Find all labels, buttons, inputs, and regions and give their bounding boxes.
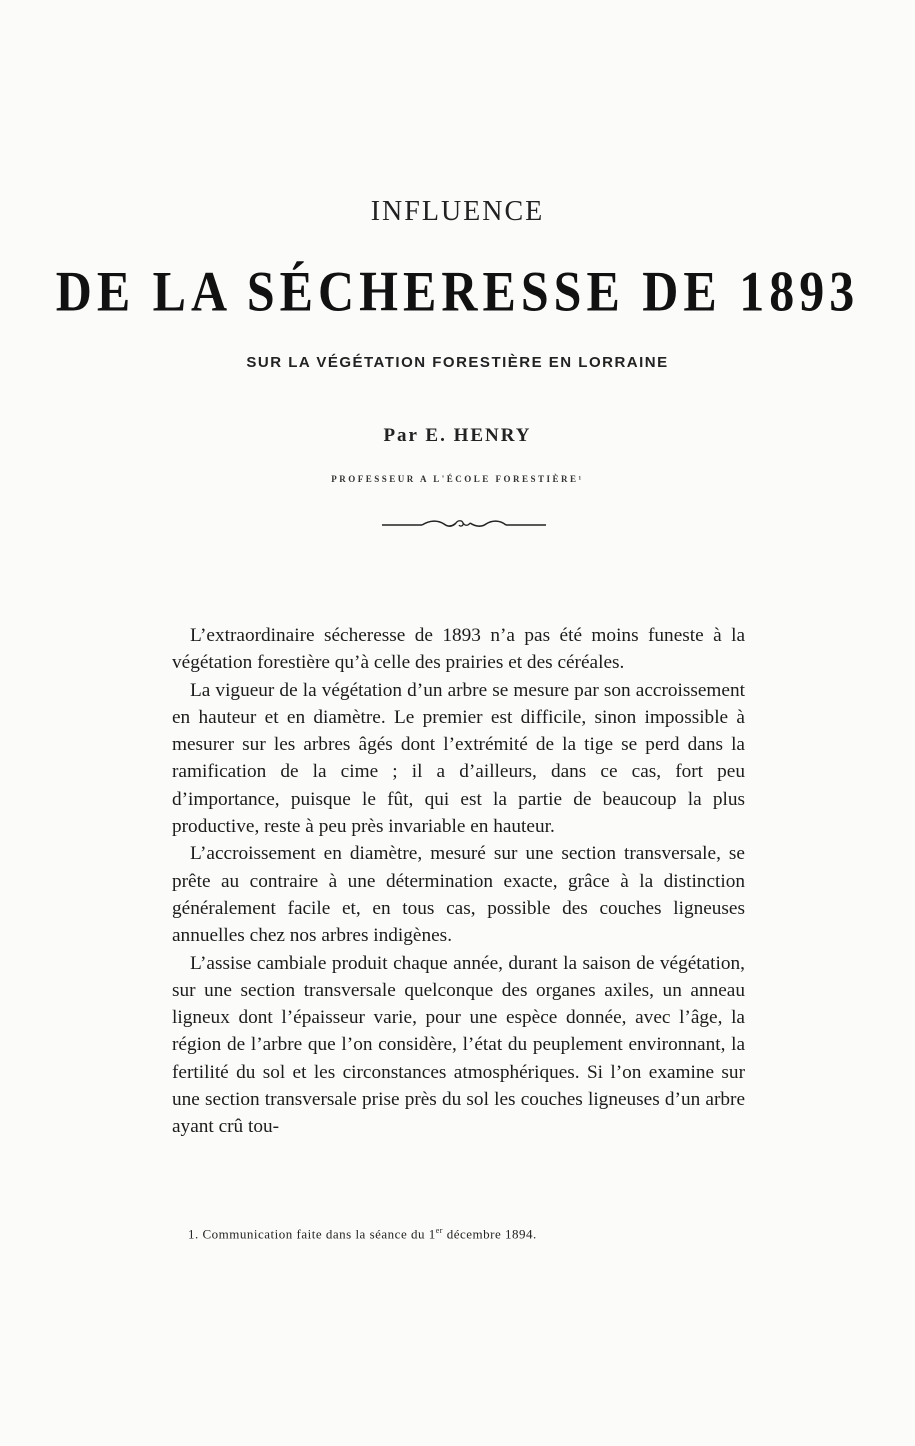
paragraph-4: L’assise cambiale produit chaque année, durant la saison de végétation, sur une section transversale quelconque des organes axiles, un anneau ligneux dont l’épaisseur varie, pour une espèce donnée, avec l’âge, la région de l’arbre que l’on considère, l’état du peuplement environnant, la fertilité du sol et les circonstances atmosphériques. Si l’on examine sur une section transversale prise près du sol les couches ligneuses d’un arbre ayant crû tou-: [172, 952, 745, 1138]
article-body: [172, 622, 745, 1141]
footnote-text-end: décembre 1894.: [442, 1226, 537, 1242]
footnote-superscript: er: [435, 1226, 443, 1235]
author-line: Par E. HENRY: [383, 425, 532, 446]
paragraph-3: L’accroissement en diamètre, mesuré sur une section transversale, se prête au contraire à une détermination exacte, grâce à la distinction généralement facile et, en tous cas, possible des couches ligneuses annuelles chez nos arbres indigènes.: [172, 843, 745, 947]
footnote: [188, 1226, 537, 1242]
main-title: DE LA SÉCHERESSE DE 1893: [55, 258, 860, 324]
paragraph-1: L’extraordinaire sécheresse de 1893 n’a pas été moins funeste à la végétation forestière qu’à celle des prairies et des céréales.: [172, 625, 745, 674]
footnote-text: Communication faite dans la séance du 1: [202, 1226, 436, 1242]
title-line-influence: INFLUENCE: [370, 196, 545, 227]
ornament-divider-icon: [382, 516, 546, 532]
author-affiliation: PROFESSEUR A L'ÉCOLE FORESTIÈRE¹: [331, 474, 584, 484]
subtitle: SUR LA VÉGÉTATION FORESTIÈRE EN LORRAINE: [246, 354, 669, 371]
footnote-number: 1.: [188, 1226, 199, 1242]
paragraph-2: La vigueur de la végétation d’un arbre se mesure par son accroissement en hauteur et en diamètre. Le premier est difficile, sinon impossible à mesurer sur les arbres âgés dont l’extrémité de la tige se perd dans la ramification de la cime ; il a d’ailleurs, dans ce cas, fort peu d’importance, puisque le fût, qui est la partie de beaucoup la plus productive, reste à peu près invariable en hauteur.: [172, 679, 745, 838]
